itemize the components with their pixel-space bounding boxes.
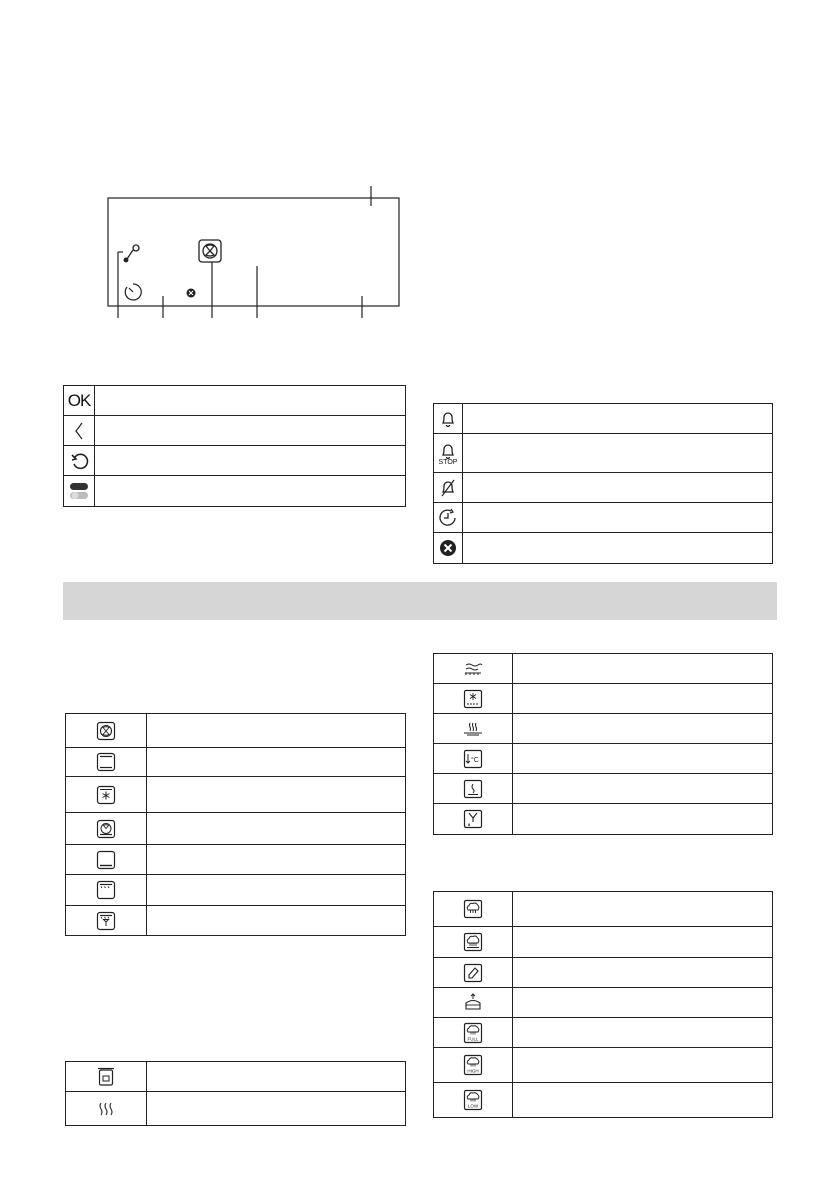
- row-text: [95, 416, 405, 445]
- row-text: [95, 476, 405, 506]
- row-text: [513, 714, 772, 743]
- table-row: [433, 1083, 773, 1118]
- svg-text:FULL: FULL: [467, 1036, 479, 1041]
- row-text: [147, 906, 405, 935]
- cancel-icon: [187, 289, 196, 298]
- table-row: [433, 891, 773, 927]
- row-text: [513, 1048, 772, 1082]
- table-row: [433, 804, 773, 835]
- clock-refresh-icon: [434, 503, 463, 532]
- back-arrow-icon: [64, 416, 95, 445]
- row-text: [513, 1083, 772, 1117]
- row-text: [95, 446, 405, 475]
- table-row: [433, 473, 773, 503]
- table-row: [65, 813, 406, 845]
- table-row: [433, 434, 773, 473]
- row-text: [95, 386, 405, 415]
- steam-functions-table: [433, 891, 773, 1118]
- display-diagram: [0, 0, 420, 330]
- table-row: [63, 416, 406, 446]
- steam-full-icon: [434, 1018, 513, 1047]
- table-row: [433, 927, 773, 958]
- section-banner: [63, 582, 777, 620]
- row-text: [147, 714, 405, 747]
- table-row: [433, 503, 773, 533]
- ok-icon: OK: [64, 386, 95, 415]
- defrost-icon: [66, 777, 147, 812]
- true-fan-cooking-icon: [66, 714, 147, 747]
- table-row: [433, 684, 773, 714]
- row-text: [513, 927, 772, 957]
- low-temp-icon: [434, 744, 513, 773]
- special-functions-table: [433, 653, 773, 835]
- row-text: [513, 654, 772, 683]
- moist-fan-icon: [434, 804, 513, 834]
- conventional-cooking-icon: [66, 748, 147, 776]
- plate-warming-icon: [434, 714, 513, 743]
- top-heat-icon: [66, 875, 147, 905]
- meat-probe-icon: [124, 245, 139, 262]
- table-row: [433, 988, 773, 1018]
- svg-text:°C: °C: [471, 756, 479, 764]
- tank-fill-icon: [434, 988, 513, 1017]
- grill-fan-icon: [66, 906, 147, 935]
- table-row: [433, 958, 773, 988]
- true-fan-icon: [199, 240, 221, 262]
- row-text: [513, 958, 772, 987]
- table-row: [65, 1092, 406, 1126]
- undo-icon: [64, 446, 95, 475]
- table-row: [433, 403, 773, 434]
- row-text: [147, 845, 405, 874]
- table-row: [65, 1061, 406, 1092]
- keep-warm-icon: [434, 654, 513, 683]
- table-row: [65, 845, 406, 875]
- alarm-table: [433, 403, 773, 564]
- bread-box-icon: [66, 1062, 147, 1091]
- table-row: [433, 653, 773, 684]
- heating-functions-table: [65, 713, 406, 936]
- table-row: [63, 385, 406, 416]
- table-row: [433, 533, 773, 564]
- row-text: [147, 875, 405, 905]
- svg-text:LOW: LOW: [467, 1103, 479, 1109]
- row-text: [513, 774, 772, 803]
- table-row: [63, 476, 406, 507]
- row-text: [147, 1092, 405, 1125]
- row-text: [513, 1018, 772, 1047]
- row-text: [463, 503, 772, 532]
- row-text: [513, 988, 772, 1017]
- table-row: [433, 1018, 773, 1048]
- heat-waves-icon: [66, 1092, 147, 1125]
- table-row: [65, 906, 406, 936]
- preserving-icon: [434, 774, 513, 803]
- row-text: [147, 777, 405, 812]
- toggle-icon: [64, 476, 95, 506]
- svg-text:HIGH: HIGH: [467, 1068, 479, 1074]
- cancel-circle-icon: [434, 533, 463, 563]
- table-row: [433, 1048, 773, 1083]
- table-row: [65, 777, 406, 813]
- frozen-foods-icon: [434, 684, 513, 713]
- steam-low-icon: [434, 1083, 513, 1117]
- steam-heat-icon: [434, 927, 513, 957]
- table-row: [65, 875, 406, 906]
- table-row: [63, 446, 406, 476]
- table-row: [65, 748, 406, 777]
- bell-stop-icon: STOP: [434, 434, 463, 472]
- steam-high-icon: [434, 1048, 513, 1082]
- row-text: [147, 748, 405, 776]
- row-text: [513, 744, 772, 773]
- timer-icon: [125, 284, 141, 300]
- row-text: [463, 473, 772, 502]
- descale-icon: [434, 958, 513, 987]
- row-text: [513, 892, 772, 926]
- extra-functions-table: [65, 1061, 406, 1126]
- row-text: [463, 533, 772, 563]
- steam-cook-icon: [434, 892, 513, 926]
- row-text: [463, 404, 772, 433]
- bottom-heat-icon: [66, 845, 147, 874]
- table-row: [433, 714, 773, 744]
- table-row: [65, 713, 406, 748]
- row-text: [513, 684, 772, 713]
- row-text: [463, 434, 772, 472]
- nav-table: [63, 385, 406, 507]
- bell-icon: [434, 404, 463, 433]
- table-row: [433, 744, 773, 774]
- pizza-function-icon: [66, 813, 147, 844]
- table-row: [433, 774, 773, 804]
- bell-off-icon: [434, 473, 463, 502]
- row-text: [513, 804, 772, 834]
- row-text: [147, 1062, 405, 1091]
- row-text: [147, 813, 405, 844]
